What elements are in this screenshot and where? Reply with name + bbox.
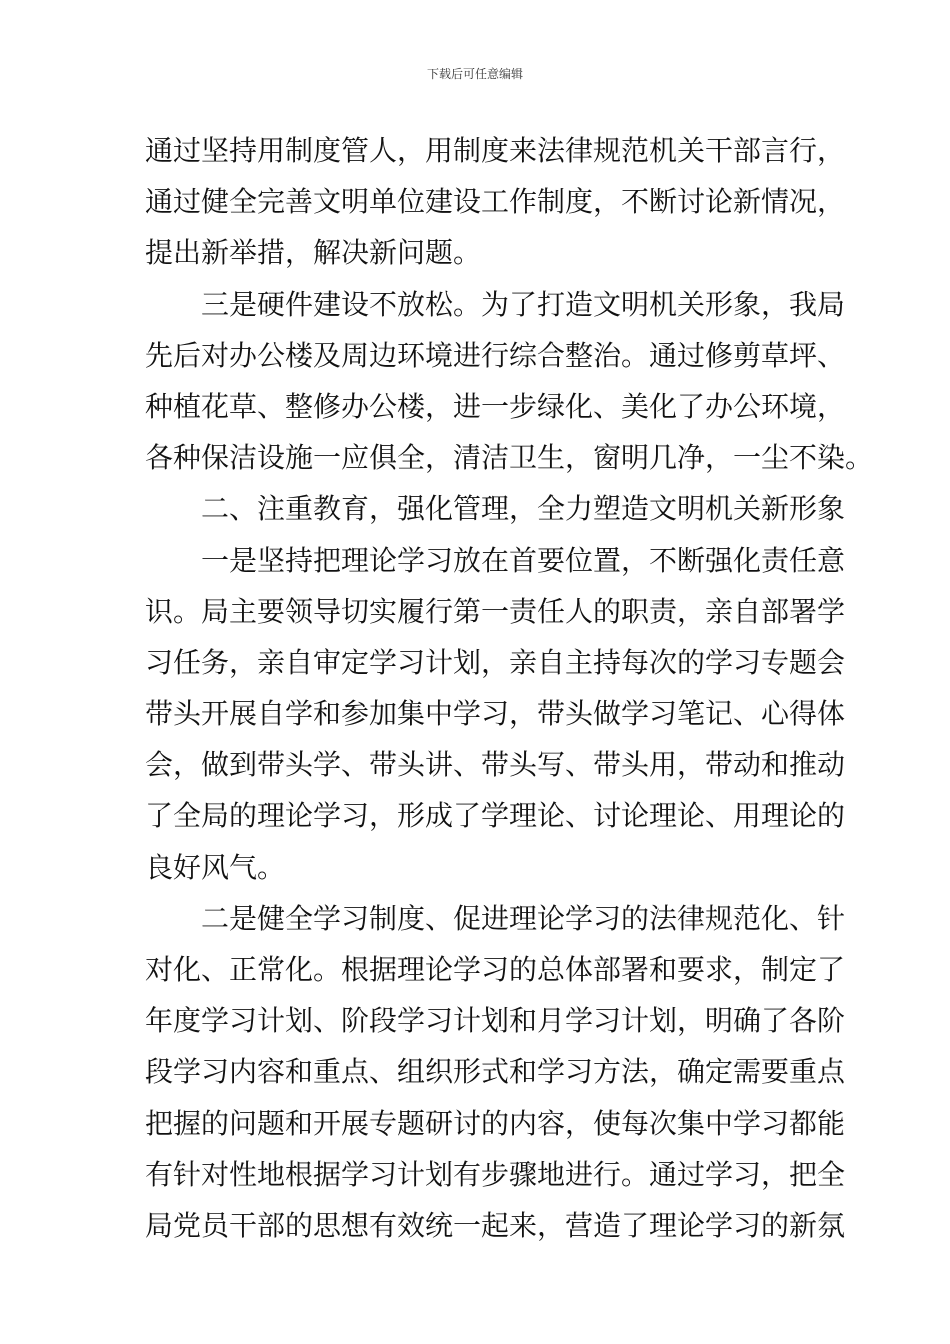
text-line: 年度学习计划、阶段学习计划和月学习计划，明确了各阶 [145,1004,846,1038]
text-line: 二是健全学习制度、促进理论学习的法律规范化、针 [201,901,846,935]
text-line: 了全局的理论学习，形成了学理论、讨论理论、用理论的 [145,799,846,833]
text-line: 先后对办公楼及周边环境进行综合整治。通过修剪草坪、 [145,338,846,372]
text-line: 识。局主要领导切实履行第一责任人的职责，亲自部署学 [145,594,846,628]
text-line: 各种保洁设施一应俱全，清洁卫生，窗明几净，一尘不染。 [145,441,874,475]
text-line: 有针对性地根据学习计划有步骤地进行。通过学习，把全 [145,1157,846,1191]
text-line: 段学习内容和重点、组织形式和学习方法，确定需要重点 [145,1055,846,1089]
text-line: 会，做到带头学、带头讲、带头写、带头用，带动和推动 [145,748,846,782]
text-line: 通过坚持用制度管人，用制度来法律规范机关干部言行， [145,134,846,167]
page-header-note: 下载后可任意编辑 [426,67,523,81]
text-line: 一是坚持把理论学习放在首要位置，不断强化责任意 [201,543,846,577]
text-line: 三是硬件建设不放松。为了打造文明机关形象，我局 [201,287,846,321]
text-line: 把握的问题和开展专题研讨的内容，使每次集中学习都能 [145,1106,846,1140]
text-line: 对化、正常化。根据理论学习的总体部署和要求，制定了 [145,953,846,986]
text-line: 良好风气。 [145,850,286,884]
text-line: 带头开展自学和参加集中学习，带头做学习笔记、心得体 [145,697,846,731]
text-line: 提出新举措，解决新问题。 [145,236,482,270]
text-line: 种植花草、整修办公楼，进一步绿化、美化了办公环境， [145,389,846,423]
text-line: 二、注重教育，强化管理，全力塑造文明机关新形象 [201,492,846,526]
text-line: 通过健全完善文明单位建设工作制度，不断讨论新情况， [145,185,846,219]
document-body [145,125,874,1251]
text-line: 习任务，亲自审定学习计划，亲自主持每次的学习专题会 [145,645,846,679]
text-line: 局党员干部的思想有效统一起来，营造了理论学习的新氛 [145,1208,846,1242]
